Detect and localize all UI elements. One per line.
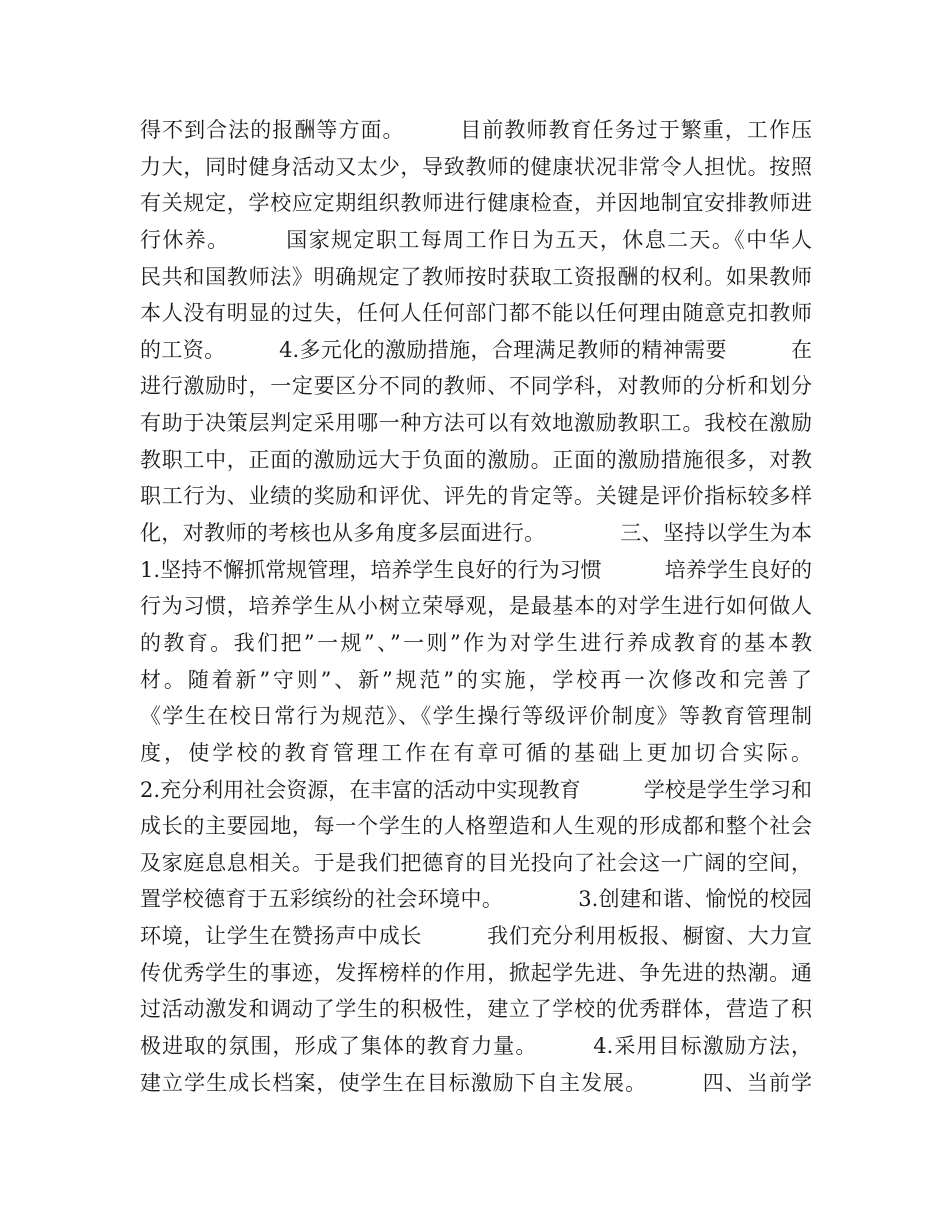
text-line: 过活动激发和调动了学生的积极性，建立了学校的优秀群体，营造了积 [140, 997, 812, 1022]
text-line: 材。随着新”守则”、新”规范”的实施，学校再一次修改和完善了 [140, 667, 812, 692]
text-line: 成长的主要园地，每一个学生的人格塑造和人生观的形成都和整个社会 [140, 814, 812, 839]
text-line: 得不到合法的报酬等方面。 目前教师教育任务过于繁重，工作压 [140, 118, 812, 142]
text-line: 建立学生成长档案，使学生在目标激励下自主发展。 四、当前学 [140, 1070, 812, 1095]
text-line: 的教育。我们把”一规”、”一则”作为对学生进行养成教育的基本教 [140, 630, 812, 655]
text-line: 传优秀学生的事迹，发挥榜样的作用，掀起学先进、争先进的热潮。通 [140, 960, 812, 985]
text-line: 力大，同时健身活动又太少，导致教师的健康状况非常令人担忧。按照 [140, 154, 812, 179]
text-line: 民共和国教师法》明确规定了教师按时获取工资报酬的权利。如果教师 [140, 264, 812, 289]
text-line: 化，对教师的考核也从多角度多层面进行。 三、坚持以学生为本 [140, 521, 812, 546]
text-line: 极进取的氛围，形成了集体的教育力量。 4.采用目标激励方法， [140, 1034, 812, 1059]
text-line: 行休养。 国家规定职工每周工作日为五天，休息二天。《中华人 [140, 227, 812, 252]
text-line: 本人没有明显的过失，任何人任何部门都不能以任何理由随意克扣教师 [140, 301, 812, 326]
text-line: 行为习惯，培养学生从小树立荣辱观，是最基本的对学生进行如何做人 [140, 594, 812, 619]
text-line: 的工资。 4.多元化的激励措施，合理满足教师的精神需要 在 [140, 337, 812, 362]
text-line: 置学校德育于五彩缤纷的社会环境中。 3.创建和谐、愉悦的校园 [140, 887, 812, 912]
text-line: 1.坚持不懈抓常规管理，培养学生良好的行为习惯 培养学生良好的 [140, 557, 812, 582]
text-line: 《学生在校日常行为规范》、《学生操行等级评价制度》等教育管理制 [140, 704, 812, 729]
text-line: 环境，让学生在赞扬声中成长 我们充分利用板报、橱窗、大力宣 [140, 924, 812, 949]
text-line: 及家庭息息相关。于是我们把德育的目光投向了社会这一广阔的空间， [140, 850, 812, 875]
text-line: 度，使学校的教育管理工作在有章可循的基础上更加切合实际。 [140, 740, 812, 765]
text-line: 有助于决策层判定采用哪一种方法可以有效地激励教职工。我校在激励 [140, 411, 812, 436]
body-text [140, 112, 812, 1101]
text-line: 有关规定，学校应定期组织教师进行健康检查，并因地制宜安排教师进 [140, 191, 812, 216]
text-line: 教职工中，正面的激励远大于负面的激励。正面的激励措施很多，对教 [140, 447, 812, 472]
text-line: 2.充分利用社会资源，在丰富的活动中实现教育 学校是学生学习和 [140, 777, 812, 802]
text-line: 职工行为、业绩的奖励和评优、评先的肯定等。关键是评价指标较多样 [140, 484, 812, 509]
text-line: 进行激励时，一定要区分不同的教师、不同学科，对教师的分析和划分 [140, 374, 812, 399]
